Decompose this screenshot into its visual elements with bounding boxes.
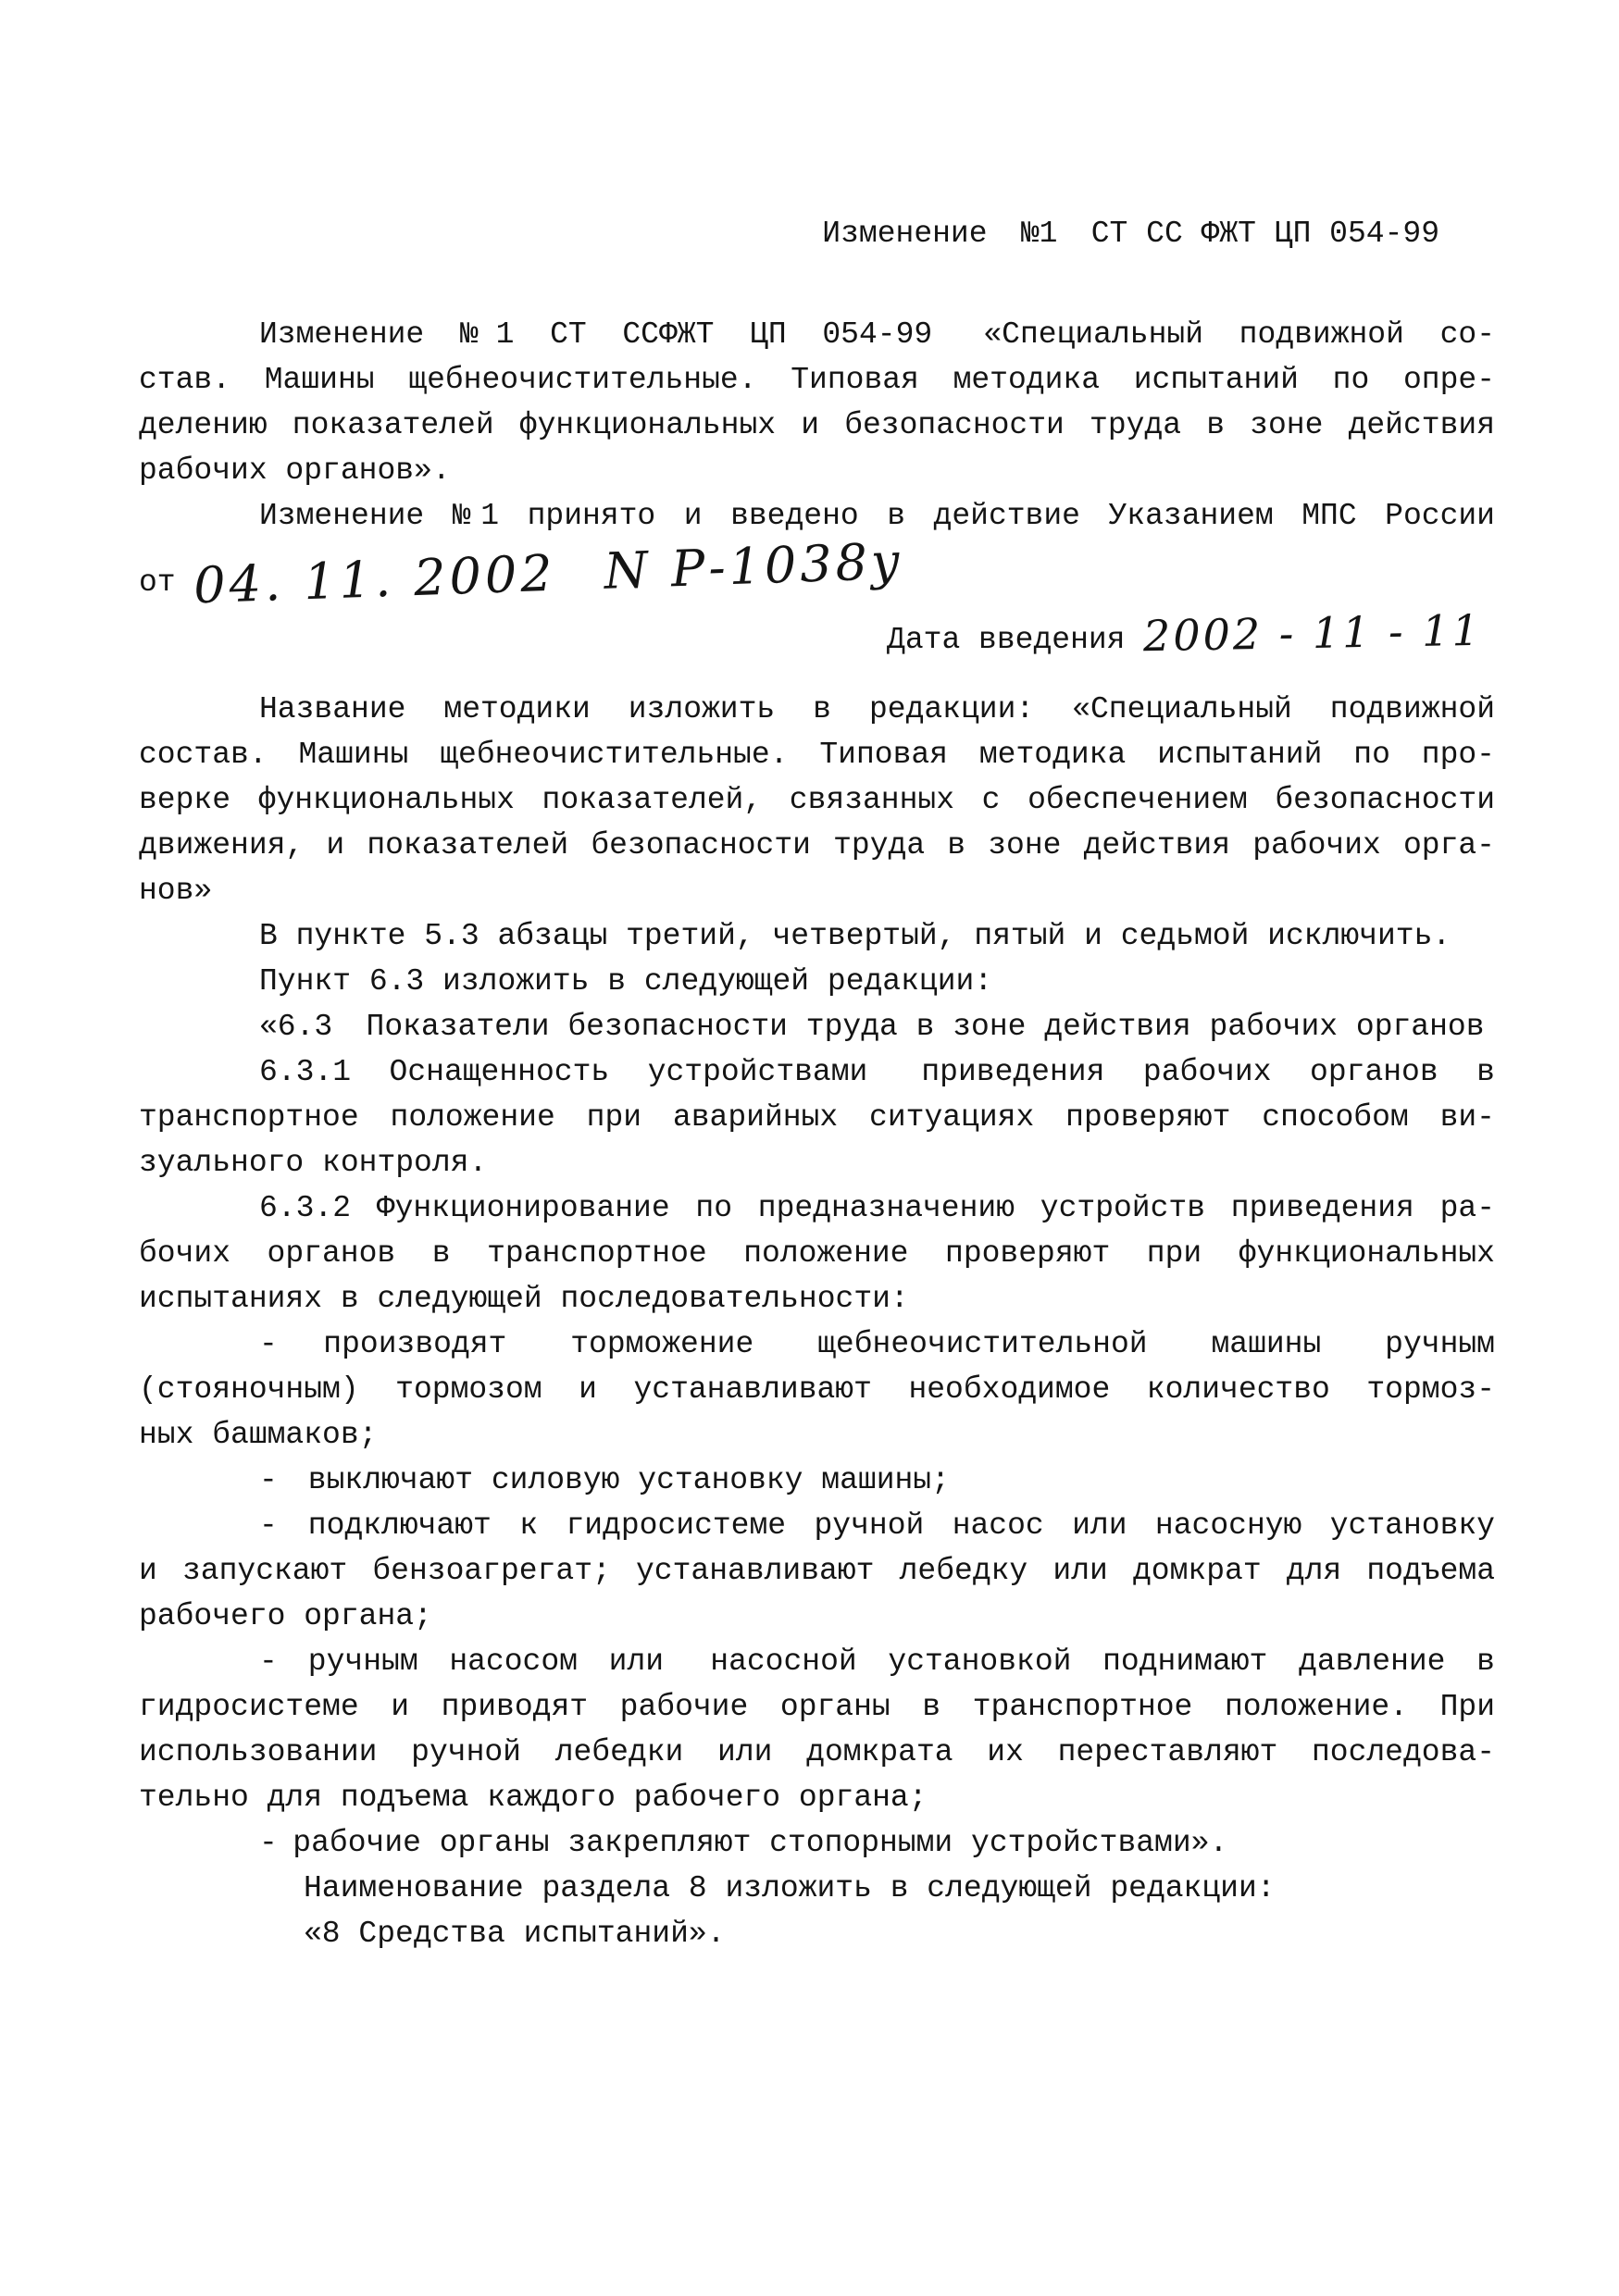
doc-line: «8 Средства испытаний». — [304, 1917, 726, 1951]
doc-line: Изменение №1 СТ ССФЖТ ЦП 054-99 «Специальный подвижной со- — [259, 317, 1495, 352]
document-body — [139, 211, 1495, 1956]
doc-line: рабочего органа; — [139, 1599, 432, 1633]
doc-line: - выключают силовую установку машины; — [259, 1463, 950, 1497]
doc-line: делению показателей функциональных и безопасности труда в зоне действия — [139, 408, 1495, 442]
doc-line: использовании ручной лебедки или домкрата их переставляют последова- — [139, 1735, 1495, 1769]
doc-line: В пункте 5.3 абзацы третий, четвертый, пятый и седьмой исключить. — [259, 919, 1451, 953]
doc-line: Пункт 6.3 изложить в следующей редакции: — [259, 964, 993, 999]
doc-line: ных башмаков; — [139, 1418, 378, 1452]
acceptance-prefix: от — [139, 565, 194, 600]
doc-line: 6.3.2 Функционирование по предназначению устройств приведения ра- — [259, 1191, 1495, 1225]
doc-line: - подключают к гидросистеме ручной насос или насосную установку — [259, 1508, 1495, 1543]
introduction-date-line — [139, 604, 1495, 662]
doc-line: Изменение №1 принято и введено в действие Указанием МПС России — [259, 499, 1495, 533]
doc-line: (стояночным) тормозом и устанавливают необходимое количество тормоз- — [139, 1372, 1495, 1407]
doc-line: став. Машины щебнеочистительные. Типовая методика испытаний по опре- — [139, 363, 1495, 397]
document-header: Изменение №1 СТ СС ФЖТ ЦП 054-99 — [822, 217, 1439, 251]
doc-line: испытаниях в следующей последовательности: — [139, 1282, 909, 1316]
introduction-date-label: Дата введения — [887, 623, 1144, 657]
doc-line: нов» — [139, 874, 213, 908]
doc-line: транспортное положение при аварийных ситуациях проверяют способом ви- — [139, 1100, 1495, 1135]
doc-line: - ручным насосом или насосной установкой поднимают давление в — [259, 1644, 1495, 1679]
doc-line: гидросистеме и приводят рабочие органы в транспортное положение. При — [139, 1690, 1495, 1724]
doc-line: - рабочие органы закрепляют стопорными устройствами». — [259, 1826, 1228, 1860]
doc-line: бочих органов в транспортное положение проверяют при функциональных — [139, 1236, 1495, 1271]
doc-line: и запускают бензоагрегат; устанавливают лебедку или домкрат для подъема — [139, 1554, 1495, 1588]
doc-line: верке функциональных показателей, связанных с обеспечением безопасности — [139, 783, 1495, 817]
doc-line: состав. Машины щебнеочистительные. Типовая методика испытаний по про- — [139, 738, 1495, 772]
handwritten-introduction-date: 2002 - 11 - 11 — [1142, 604, 1483, 662]
doc-line: зуального контроля. — [139, 1146, 488, 1180]
doc-line: «6.3 Показатели безопасности труда в зоне действия рабочих органов — [259, 1010, 1485, 1044]
doc-line: 6.3.1 Оснащенность устройствами приведения рабочих органов в — [259, 1055, 1495, 1089]
doc-line: рабочих органов». — [139, 453, 451, 488]
doc-line: Наименование раздела 8 изложить в следующей редакции: — [304, 1871, 1276, 1905]
doc-line: - производят торможение щебнеочистительной машины ручным — [259, 1327, 1495, 1361]
doc-line: движения, и показателей безопасности труда в зоне действия рабочих орга- — [139, 828, 1495, 863]
acceptance-line — [139, 531, 1495, 615]
doc-line: Название методики изложить в редакции: «Специальный подвижной — [259, 692, 1495, 726]
handwritten-order-number: 04. 11. 2002 N Р-1038у — [193, 531, 905, 615]
doc-line: тельно для подъема каждого рабочего органа; — [139, 1781, 928, 1815]
